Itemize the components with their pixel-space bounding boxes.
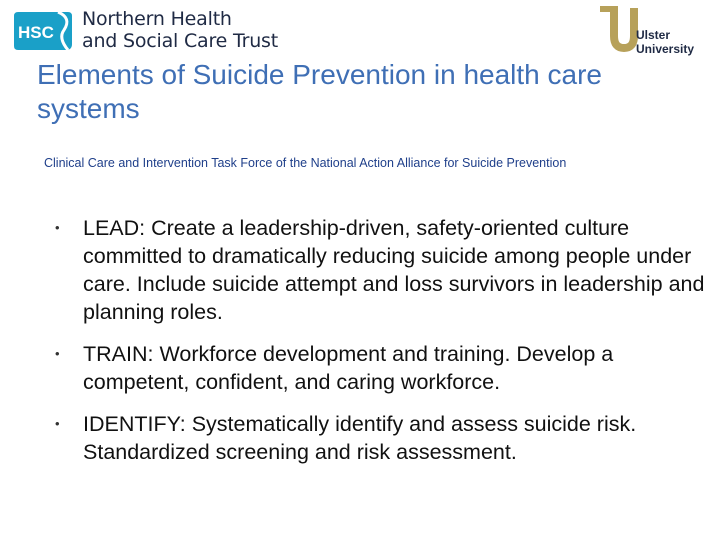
university-line2: University: [636, 42, 695, 56]
bullet-term: TRAIN:: [83, 342, 154, 366]
org-name-line1: Northern Health: [82, 8, 232, 30]
hsc-logo: [12, 10, 74, 52]
hsc-logo-text: HSC: [18, 23, 54, 42]
bullet-item-train: [55, 340, 715, 396]
bullet-icon: •: [55, 346, 60, 361]
org-name-line2: and Social Care Trust: [82, 30, 279, 52]
bullet-term: IDENTIFY: [83, 412, 180, 436]
slide-title: Elements of Suicide Prevention in health care systems: [37, 59, 602, 124]
slide-subtitle: Clinical Care and Intervention Task Force of the National Action Alliance for Suicide Prevention: [44, 156, 567, 170]
bullet-item-identify: [55, 410, 715, 466]
bullet-term: LEAD:: [83, 216, 146, 240]
bullet-text: Create a leadership-driven, safety-oriented culture committed to dramatically reducing suicide among people under care. Include suicide attempt and loss survivors in leadership and planning roles.: [83, 216, 705, 324]
bullet-text: Workforce development and training. Develop a competent, confident, and caring workforce.: [83, 342, 614, 394]
organisation-name: [82, 8, 278, 52]
bullet-icon: •: [55, 220, 60, 235]
ulster-university-logo: [596, 6, 706, 66]
bullet-item-lead: [55, 214, 715, 326]
bullet-text: : Systematically identify and assess suicide risk. Standardized screening and risk assessment.: [83, 412, 637, 464]
bullet-icon: •: [55, 416, 60, 431]
bullet-list: [55, 214, 715, 480]
university-line1: Ulster: [636, 28, 671, 42]
